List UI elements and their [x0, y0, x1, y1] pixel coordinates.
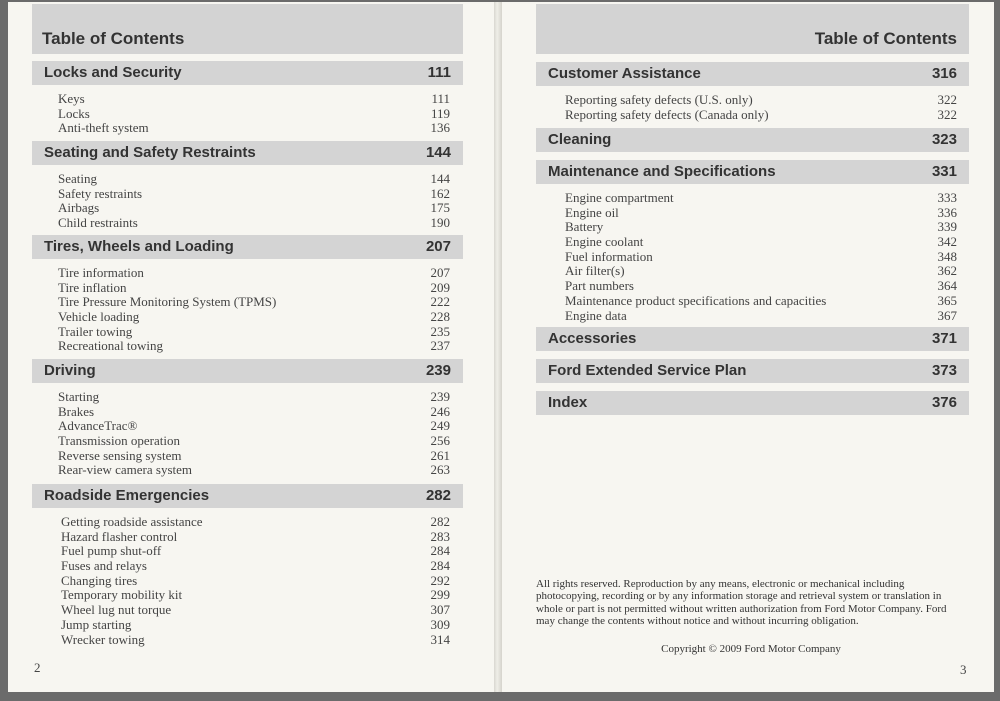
entry-page: 283	[430, 528, 450, 544]
entry-page: 261	[430, 447, 450, 463]
section-title: Tires, Wheels and Loading	[44, 238, 234, 255]
toc-entry[interactable]	[61, 574, 450, 589]
section-title: Cleaning	[548, 131, 612, 148]
toc-entry[interactable]	[565, 206, 957, 221]
section-locks-security[interactable]	[32, 61, 463, 85]
section-page: 371	[931, 330, 957, 347]
entry-page: 322	[937, 92, 957, 107]
entries-roadside-emergencies	[61, 515, 450, 647]
toc-entry[interactable]	[565, 250, 957, 265]
section-page: 207	[425, 238, 451, 255]
rights-notice: All rights reserved. Reproduction by any means, electronic or mechanical including photocopying, recording or by any information storage and retrieval system or translation in whole or part is not permitted without written authorization from Ford Motor Company. Ford may change the contents without notice and without incurring obligation.	[536, 578, 947, 628]
entry-page: 299	[430, 587, 450, 603]
section-title: Customer Assistance	[548, 65, 701, 82]
toc-entry[interactable]	[58, 463, 450, 478]
entry-page: 136	[430, 120, 450, 136]
toc-entry[interactable]	[58, 295, 450, 310]
entry-label: Battery	[565, 219, 604, 235]
entry-label: Engine compartment	[565, 190, 674, 205]
entry-page: 162	[430, 185, 450, 201]
entry-label: Part numbers	[565, 278, 634, 294]
right-page-number: 3	[960, 662, 967, 677]
section-page: 316	[931, 65, 957, 82]
entry-page: 249	[430, 418, 450, 434]
entry-label: Recreational towing	[58, 338, 164, 354]
toc-entry[interactable]	[565, 235, 957, 250]
section-title: Accessories	[548, 330, 637, 347]
section-extended-service-plan[interactable]	[536, 359, 969, 383]
entry-page: 367	[937, 307, 957, 323]
left-page-number: 2	[34, 660, 41, 675]
entry-label: Fuses and relays	[61, 558, 147, 574]
entry-label: Changing tires	[61, 572, 138, 588]
entry-page: 307	[430, 602, 450, 618]
toc-entry[interactable]	[565, 93, 957, 108]
entry-label: Fuel information	[565, 248, 653, 264]
entry-label: Reverse sensing system	[58, 447, 182, 463]
section-page: 376	[931, 394, 957, 411]
toc-entry[interactable]	[58, 216, 450, 231]
entry-label: Anti-theft system	[58, 120, 149, 136]
section-tires-wheels[interactable]	[32, 235, 463, 259]
entry-page: 365	[937, 292, 957, 308]
toc-entry[interactable]	[565, 108, 957, 123]
toc-entry[interactable]	[58, 339, 450, 354]
section-seating-safety[interactable]	[32, 141, 463, 165]
entry-page: 222	[430, 294, 450, 310]
entry-label: Fuel pump shut-off	[61, 543, 162, 559]
section-roadside-emergencies[interactable]	[32, 484, 463, 508]
entry-page: 314	[430, 631, 450, 647]
entry-page: 235	[430, 323, 450, 339]
toc-entry[interactable]	[58, 201, 450, 216]
entries-locks-security	[58, 92, 450, 136]
section-page: 323	[931, 131, 957, 148]
toc-entry[interactable]	[565, 220, 957, 235]
section-title: Ford Extended Service Plan	[548, 362, 747, 379]
entry-label: Brakes	[58, 403, 95, 419]
toc-entry[interactable]	[58, 92, 450, 107]
toc-entry[interactable]	[61, 588, 450, 603]
toc-entry[interactable]	[565, 279, 957, 294]
entry-label: Temporary mobility kit	[61, 587, 183, 603]
entry-label: Air filter(s)	[565, 263, 625, 279]
entry-page: 309	[430, 616, 450, 632]
section-title: Seating and Safety Restraints	[44, 144, 256, 161]
entry-page: 362	[937, 263, 957, 279]
entry-page: 119	[430, 105, 450, 121]
toc-entry[interactable]	[61, 530, 450, 545]
entries-seating-safety	[58, 172, 450, 231]
entry-label: Getting roadside assistance	[61, 514, 203, 529]
toc-entry[interactable]	[565, 294, 957, 309]
entry-label: Reporting safety defects (Canada only)	[565, 106, 769, 122]
toc-entry[interactable]	[565, 191, 957, 206]
entry-label: Tire inflation	[58, 279, 127, 295]
entry-label: Trailer towing	[58, 323, 133, 339]
entry-page: 228	[430, 309, 450, 325]
book-gutter	[494, 2, 502, 692]
entry-label: Maintenance product specifications and capacities	[565, 292, 827, 308]
section-accessories[interactable]	[536, 327, 969, 351]
entry-label: Tire information	[58, 265, 144, 280]
right-toc-banner	[536, 4, 969, 54]
entry-page: 209	[430, 279, 450, 295]
toc-entry[interactable]	[61, 515, 450, 530]
toc-entry[interactable]	[58, 107, 450, 122]
toc-entry[interactable]	[565, 264, 957, 279]
entry-label: Transmission operation	[58, 433, 180, 449]
entries-driving	[58, 390, 450, 478]
entry-label: Airbags	[58, 200, 100, 216]
section-page: 373	[931, 362, 957, 379]
entry-label: Wrecker towing	[61, 631, 145, 647]
entry-page: 246	[430, 403, 450, 419]
left-toc-title: Table of Contents	[42, 29, 185, 48]
entry-label: Jump starting	[61, 616, 132, 632]
section-title: Maintenance and Specifications	[548, 163, 776, 180]
entry-label: Rear-view camera system	[58, 462, 193, 478]
section-page: 331	[931, 163, 957, 180]
entry-page: 175	[430, 200, 450, 216]
toc-entry[interactable]	[58, 266, 450, 281]
entry-label: Vehicle loading	[58, 309, 140, 325]
section-page: 144	[425, 144, 451, 161]
entry-page: 256	[430, 433, 450, 449]
entry-label: Seating	[58, 171, 97, 186]
section-title: Index	[548, 394, 588, 411]
entry-label: Engine oil	[565, 204, 619, 220]
toc-entry[interactable]	[58, 172, 450, 187]
toc-entry[interactable]	[58, 187, 450, 202]
toc-entry[interactable]	[61, 618, 450, 633]
section-driving[interactable]	[32, 359, 463, 383]
copyright-line: Copyright © 2009 Ford Motor Company	[661, 643, 841, 655]
entry-label: Starting	[58, 389, 100, 404]
toc-entry[interactable]	[58, 449, 450, 464]
toc-entry[interactable]	[58, 310, 450, 325]
toc-entry[interactable]	[61, 559, 450, 574]
section-page: 111	[427, 64, 451, 81]
entry-page: 364	[937, 278, 957, 294]
entry-label: Tire Pressure Monitoring System (TPMS)	[58, 294, 277, 310]
entry-page: 144	[430, 171, 450, 186]
entry-label: Child restraints	[58, 215, 138, 231]
toc-entry[interactable]	[61, 544, 450, 559]
toc-entry[interactable]	[58, 390, 450, 405]
entry-page: 284	[430, 558, 450, 574]
entry-page: 342	[937, 234, 957, 250]
section-title: Roadside Emergencies	[44, 487, 210, 504]
section-customer-assistance[interactable]	[536, 62, 969, 86]
entry-page: 207	[430, 265, 450, 280]
entry-page: 292	[430, 572, 450, 588]
toc-entry[interactable]	[58, 281, 450, 296]
entry-label: AdvanceTrac®	[58, 418, 138, 434]
toc-entry[interactable]	[565, 309, 957, 324]
toc-entry[interactable]	[58, 419, 450, 434]
toc-entry[interactable]	[58, 121, 450, 136]
entry-page: 263	[430, 462, 450, 478]
entry-label: Keys	[58, 91, 85, 106]
entry-page: 333	[937, 190, 957, 205]
section-page: 239	[425, 362, 451, 379]
entry-page: 190	[430, 215, 450, 231]
entry-page: 111	[431, 91, 450, 106]
toc-entry[interactable]	[58, 434, 450, 449]
section-title: Driving	[44, 362, 96, 379]
entries-tires-wheels	[58, 266, 450, 354]
entry-page: 237	[430, 338, 450, 354]
entry-label: Safety restraints	[58, 185, 143, 201]
section-page: 282	[425, 487, 451, 504]
right-toc-title: Table of Contents	[814, 29, 957, 48]
entry-page: 339	[937, 219, 957, 235]
entry-page: 284	[430, 543, 450, 559]
toc-entry[interactable]	[58, 325, 450, 340]
entry-label: Engine data	[565, 307, 627, 323]
toc-entry[interactable]	[61, 603, 450, 618]
entry-page: 336	[937, 204, 957, 220]
toc-entry[interactable]	[58, 405, 450, 420]
entry-page: 239	[430, 389, 450, 404]
entry-label: Hazard flasher control	[61, 528, 178, 544]
entry-label: Engine coolant	[565, 234, 644, 250]
entry-page: 282	[430, 514, 450, 529]
entries-maintenance-specs	[565, 191, 957, 323]
left-toc-banner	[32, 4, 463, 54]
entry-page: 322	[937, 106, 957, 122]
section-index[interactable]	[536, 391, 969, 415]
section-cleaning[interactable]	[536, 128, 969, 152]
section-maintenance-specs[interactable]	[536, 160, 969, 184]
entries-customer-assistance	[565, 93, 957, 122]
section-title: Locks and Security	[44, 64, 182, 81]
entry-page: 348	[937, 248, 957, 264]
entry-label: Wheel lug nut torque	[61, 602, 172, 618]
entry-label: Reporting safety defects (U.S. only)	[565, 92, 753, 107]
toc-entry[interactable]	[61, 633, 450, 648]
entry-label: Locks	[58, 105, 90, 121]
